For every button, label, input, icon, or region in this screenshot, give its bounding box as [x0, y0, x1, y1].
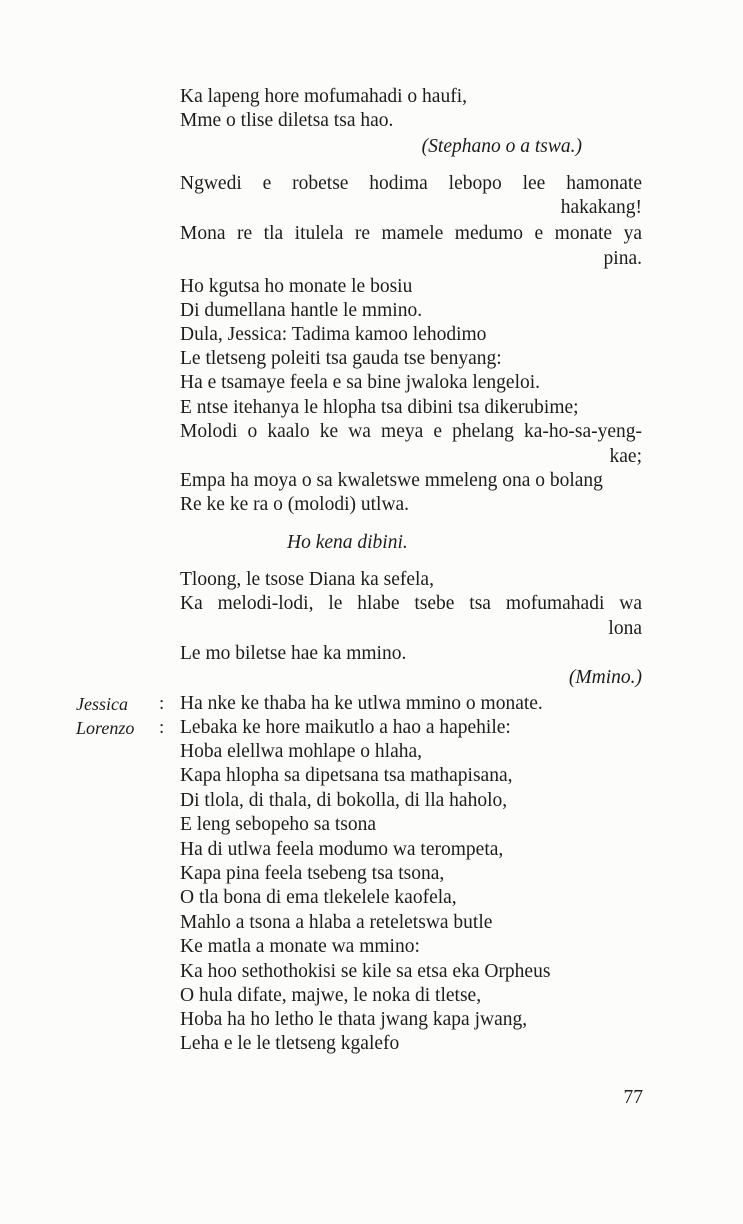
verse-line: Ka lapeng hore mofumahadi o haufi,: [180, 86, 467, 107]
page-number: 77: [623, 1087, 643, 1108]
verse-line-continuation: lona: [608, 618, 642, 639]
dialogue-line: Mahlo a tsona a hlaba a reteletswa butle: [180, 912, 493, 933]
dialogue-line: Lebaka ke hore maikutlo a hao a hapehile:: [180, 717, 511, 738]
verse-line: Dula, Jessica: Tadima kamoo lehodimo: [180, 324, 487, 345]
stage-direction: Ho kena dibini.: [287, 532, 408, 553]
dialogue-line: Di tlola, di thala, di bokolla, di lla haholo,: [180, 790, 508, 811]
dialogue-line: Ha nke ke thaba ha ke utlwa mmino o monate.: [180, 693, 543, 714]
dialogue-line: Hoba ha ho letho le thata jwang kapa jwang,: [180, 1009, 528, 1030]
dialogue-line: O tla bona di ema tlekelele kaofela,: [180, 887, 457, 908]
verse-line: Le tletseng poleiti tsa gauda tse benyang:: [180, 348, 502, 369]
verse-line: E ntse itehanya le hlopha tsa dibini tsa dikerubime;: [180, 397, 579, 418]
verse-line-continuation: kae;: [609, 446, 642, 467]
verse-line-continuation: pina.: [603, 248, 642, 269]
dialogue-line: Ha di utlwa feela modumo wa terompeta,: [180, 839, 504, 860]
verse-line: Re ke ke ra o (molodi) utlwa.: [180, 494, 410, 515]
verse-line: Mona re tla itulela re mamele medumo e monate ya: [180, 223, 642, 244]
dialogue-line: Ke matla a monate wa mmino:: [180, 936, 420, 957]
dialogue-line: E leng sebopeho sa tsona: [180, 814, 377, 835]
verse-line: Mme o tlise diletsa tsa hao.: [180, 110, 394, 131]
verse-line: Tloong, le tsose Diana ka sefela,: [180, 569, 434, 590]
dialogue-line: Ka hoo sethothokisi se kile sa etsa eka Orpheus: [180, 961, 551, 982]
stage-direction: (Mmino.): [568, 667, 642, 688]
dialogue-line: Hoba elellwa mohlape o hlaha,: [180, 741, 423, 762]
verse-line: Ngwedi e robetse hodima lebopo lee hamonate: [180, 173, 642, 194]
speaker-name: Lorenzo: [76, 718, 135, 738]
stage-direction: (Stephano o a tswa.): [421, 136, 582, 157]
dialogue-line: O hula difate, majwe, le noka di tletse,: [180, 985, 482, 1006]
verse-line-continuation: hakakang!: [560, 197, 642, 218]
verse-line: Molodi o kaalo ke wa meya e phelang ka-ho-sa-yeng-: [180, 421, 642, 442]
speaker-colon: :: [159, 717, 165, 738]
verse-line: Ka melodi-lodi, le hlabe tsebe tsa mofumahadi wa: [180, 593, 642, 614]
dialogue-line: Kapa hlopha sa dipetsana tsa mathapisana,: [180, 765, 513, 786]
dialogue-line: Kapa pina feela tsebeng tsa tsona,: [180, 863, 445, 884]
verse-line: Ho kgutsa ho monate le bosiu: [180, 276, 413, 297]
dialogue-line: Leha e le le tletseng kgalefo: [180, 1033, 400, 1054]
verse-line: Empa ha moya o sa kwaletswe mmeleng ona o bolang: [180, 470, 603, 491]
speaker-colon: :: [159, 693, 165, 714]
speaker-name: Jessica: [76, 694, 128, 714]
verse-line: Di dumellana hantle le mmino.: [180, 300, 423, 321]
verse-line: Le mo biletse hae ka mmino.: [180, 643, 407, 664]
verse-line: Ha e tsamaye feela e sa bine jwaloka lengeloi.: [180, 372, 541, 393]
